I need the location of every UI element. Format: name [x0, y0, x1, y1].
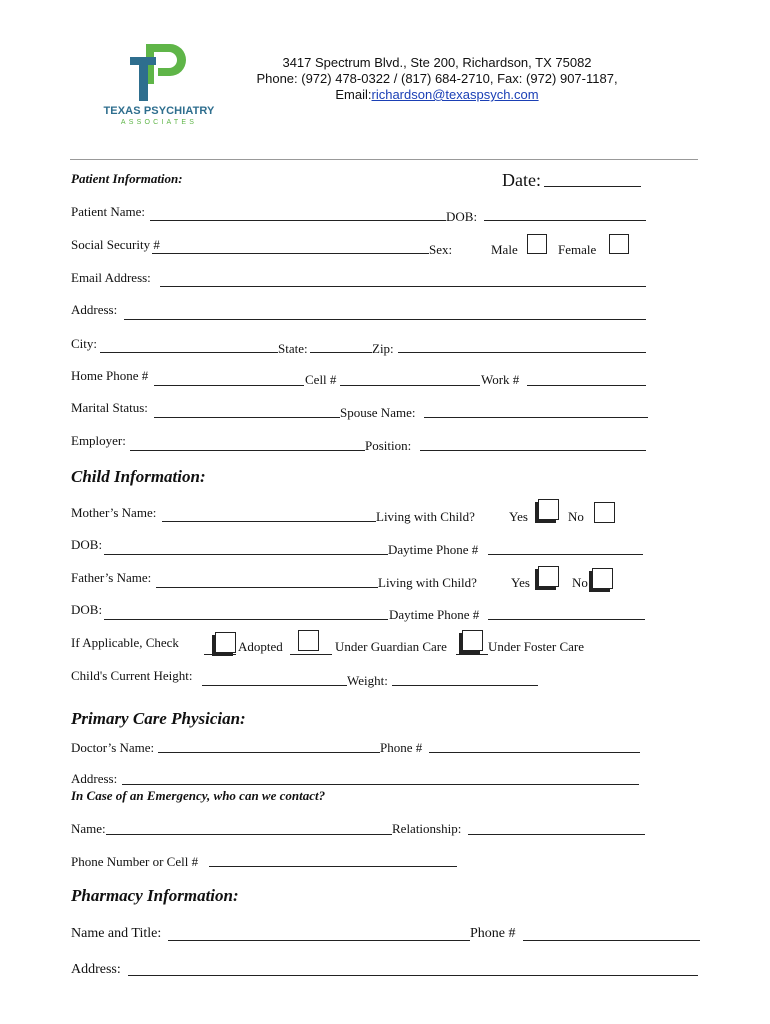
emergency-heading: In Case of an Emergency, who can we contact? — [71, 788, 326, 803]
date-field[interactable] — [544, 186, 641, 187]
adopted-label: Adopted — [238, 639, 283, 654]
zip-field[interactable] — [398, 352, 646, 353]
pharmacy-name-field[interactable] — [168, 940, 470, 941]
adopted-underline — [204, 654, 236, 655]
city-field[interactable] — [100, 352, 278, 353]
spouse-name-field[interactable] — [424, 417, 648, 418]
father-yes-label: Yes — [511, 575, 530, 590]
spouse-name-label: Spouse Name: — [340, 405, 416, 420]
mother-yes-checkbox[interactable] — [538, 499, 559, 520]
date-label: Date: — [502, 170, 541, 190]
sex-label: Sex: — [429, 242, 453, 257]
guardian-underline — [290, 654, 332, 655]
relationship-label: Relationship: — [392, 821, 462, 836]
emergency-name-label: Name: — [71, 821, 106, 836]
cell-label: Cell # — [305, 372, 337, 387]
marital-status-label: Marital Status: — [71, 400, 148, 415]
father-yes-checkbox[interactable] — [538, 566, 559, 587]
cell-field[interactable] — [340, 385, 480, 386]
patient-dob-label: DOB: — [446, 209, 478, 224]
zip-label: Zip: — [372, 341, 394, 356]
work-field[interactable] — [527, 385, 646, 386]
foster-checkbox[interactable] — [462, 630, 483, 651]
logo-text: TEXAS PSYCHIATRY — [103, 105, 215, 117]
foster-underline — [456, 654, 488, 655]
pharmacy-phone-label: Phone # — [470, 926, 516, 941]
mother-dob-label: DOB: — [71, 537, 103, 552]
pharmacy-address-field[interactable] — [128, 975, 698, 976]
patient-info-heading: Patient Information: — [71, 171, 183, 186]
mother-daytime-field[interactable] — [488, 554, 643, 555]
foster-label: Under Foster Care — [488, 639, 585, 654]
physician-heading: Primary Care Physician: — [71, 709, 246, 728]
mother-name-label: Mother’s Name: — [71, 505, 157, 520]
pharmacy-heading: Pharmacy Information: — [71, 886, 239, 905]
doctor-phone-field[interactable] — [429, 752, 640, 753]
father-no-label: No — [572, 575, 588, 590]
child-weight-label: Weight: — [347, 673, 388, 688]
doctor-name-field[interactable] — [158, 752, 380, 753]
patient-name-field[interactable] — [150, 220, 446, 221]
email-address-label: Email Address: — [71, 270, 151, 285]
practice-phone: Phone: (972) 478-0322 / (817) 684-2710, Fax: (972) 907-1187, — [256, 71, 618, 86]
doctor-address-label: Address: — [71, 771, 118, 786]
emergency-phone-label: Phone Number or Cell # — [71, 854, 199, 869]
patient-name-label: Patient Name: — [71, 204, 146, 219]
male-label: Male — [491, 242, 518, 257]
home-phone-label: Home Phone # — [71, 368, 149, 383]
if-applicable-label: If Applicable, Check — [71, 635, 179, 650]
father-dob-label: DOB: — [71, 602, 103, 617]
home-phone-field[interactable] — [154, 385, 304, 386]
city-label: City: — [71, 336, 98, 351]
marital-status-field[interactable] — [154, 417, 340, 418]
address-field[interactable] — [124, 319, 646, 320]
emergency-phone-field[interactable] — [209, 866, 457, 867]
state-field[interactable] — [310, 352, 372, 353]
position-field[interactable] — [420, 450, 646, 451]
patient-dob-field[interactable] — [484, 220, 646, 221]
practice-contact-block — [232, 55, 642, 103]
pharmacy-name-label: Name and Title: — [71, 926, 162, 941]
mother-no-label: No — [568, 509, 584, 524]
tp-logo-icon — [96, 42, 222, 104]
position-label: Position: — [365, 438, 412, 453]
email-link[interactable]: richardson@texaspsych.com — [371, 87, 539, 102]
relationship-field[interactable] — [468, 834, 645, 835]
practice-logo — [96, 42, 222, 126]
mother-daytime-label: Daytime Phone # — [388, 542, 479, 557]
address-label: Address: — [71, 302, 118, 317]
doctor-name-label: Doctor’s Name: — [71, 740, 155, 755]
email-address-field[interactable] — [160, 286, 646, 287]
employer-label: Employer: — [71, 433, 126, 448]
email-label: Email: — [335, 87, 372, 102]
mother-name-field[interactable] — [162, 521, 376, 522]
mother-living-label: Living with Child? — [376, 509, 475, 524]
header-divider — [70, 159, 698, 160]
father-daytime-label: Daytime Phone # — [389, 607, 480, 622]
pharmacy-address-label: Address: — [71, 962, 121, 977]
male-checkbox[interactable] — [527, 234, 547, 254]
father-dob-field[interactable] — [104, 619, 388, 620]
child-height-field[interactable] — [202, 685, 347, 686]
father-daytime-field[interactable] — [488, 619, 645, 620]
guardian-label: Under Guardian Care — [335, 639, 447, 654]
practice-email — [232, 87, 642, 103]
mother-yes-label: Yes — [509, 509, 528, 524]
employer-field[interactable] — [130, 450, 365, 451]
mother-no-checkbox[interactable] — [594, 502, 615, 523]
mother-dob-field[interactable] — [104, 554, 388, 555]
child-info-heading: Child Information: — [71, 467, 206, 486]
father-no-checkbox[interactable] — [592, 568, 613, 589]
child-height-label: Child's Current Height: — [71, 668, 193, 683]
ssn-label: Social Security # — [71, 237, 160, 252]
ssn-field[interactable] — [152, 253, 429, 254]
work-label: Work # — [481, 372, 520, 387]
pharmacy-phone-field[interactable] — [523, 940, 700, 941]
emergency-name-field[interactable] — [106, 834, 392, 835]
father-name-label: Father’s Name: — [71, 570, 152, 585]
guardian-checkbox[interactable] — [298, 630, 319, 651]
doctor-phone-label: Phone # — [380, 740, 423, 755]
female-label: Female — [558, 242, 597, 257]
child-weight-field[interactable] — [392, 685, 538, 686]
logo-subtext: ASSOCIATES — [120, 119, 198, 126]
father-living-label: Living with Child? — [378, 575, 477, 590]
doctor-address-field[interactable] — [122, 784, 639, 785]
female-checkbox[interactable] — [609, 234, 629, 254]
father-name-field[interactable] — [156, 587, 378, 588]
practice-address: 3417 Spectrum Blvd., Ste 200, Richardson, TX 75082 — [282, 55, 592, 70]
adopted-checkbox[interactable] — [215, 632, 236, 653]
state-label: State: — [278, 341, 308, 356]
